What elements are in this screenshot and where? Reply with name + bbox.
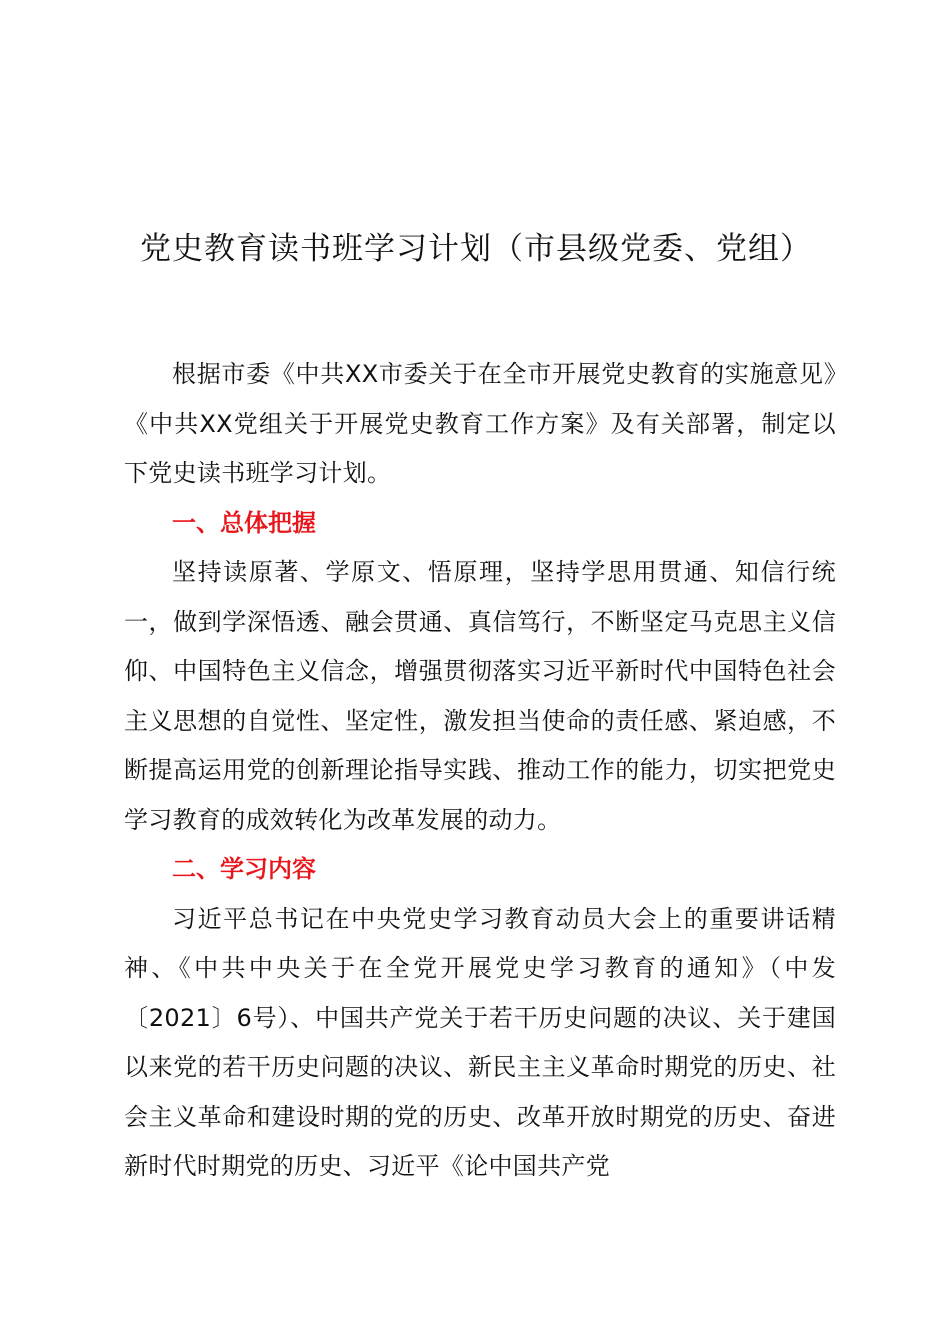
document-body <box>124 350 836 1192</box>
document-title: 党史教育读书班学习计划（市县级党委、党组） <box>140 231 812 267</box>
section-heading-content: 二、学习内容 <box>172 855 316 883</box>
intro-paragraph: 根据市委《中共XX市委关于在全市开展党史教育的实施意见》《中共XX党组关于开展党史教育工作方案》及有关部署，制定以下党史读书班学习计划。 <box>124 360 836 487</box>
section-paragraph-overall: 坚持读原著、学原文、悟原理，坚持学思用贯通、知信行统一，做到学深悟透、融会贯通、真信笃行，不断坚定马克思主义信仰、中国特色主义信念，增强贯彻落实习近平新时代中国特色社会主义思想的自觉性、坚定性，激发担当使命的责任感、紧迫感，不断提高运用党的创新理论指导实践、推动工作的能力，切实把党史学习教育的成效转化为改革发展的动力。 <box>124 558 836 834</box>
section-heading-overall: 一、总体把握 <box>172 508 316 537</box>
section-paragraph-content: 习近平总书记在中央党史学习教育动员大会上的重要讲话精神、《中共中央关于在全党开展党史学习教育的通知》（中发〔2021〕6号）、中国共产党关于若干历史问题的决议、关于建国以来党的若干历史问题的决议、新民主主义革命时期党的历史、社会主义革命和建设时期的党的历史、改革开放时期党的历史、奋进新时代时期党的历史、习近平《论中国共产党 <box>124 904 836 1180</box>
